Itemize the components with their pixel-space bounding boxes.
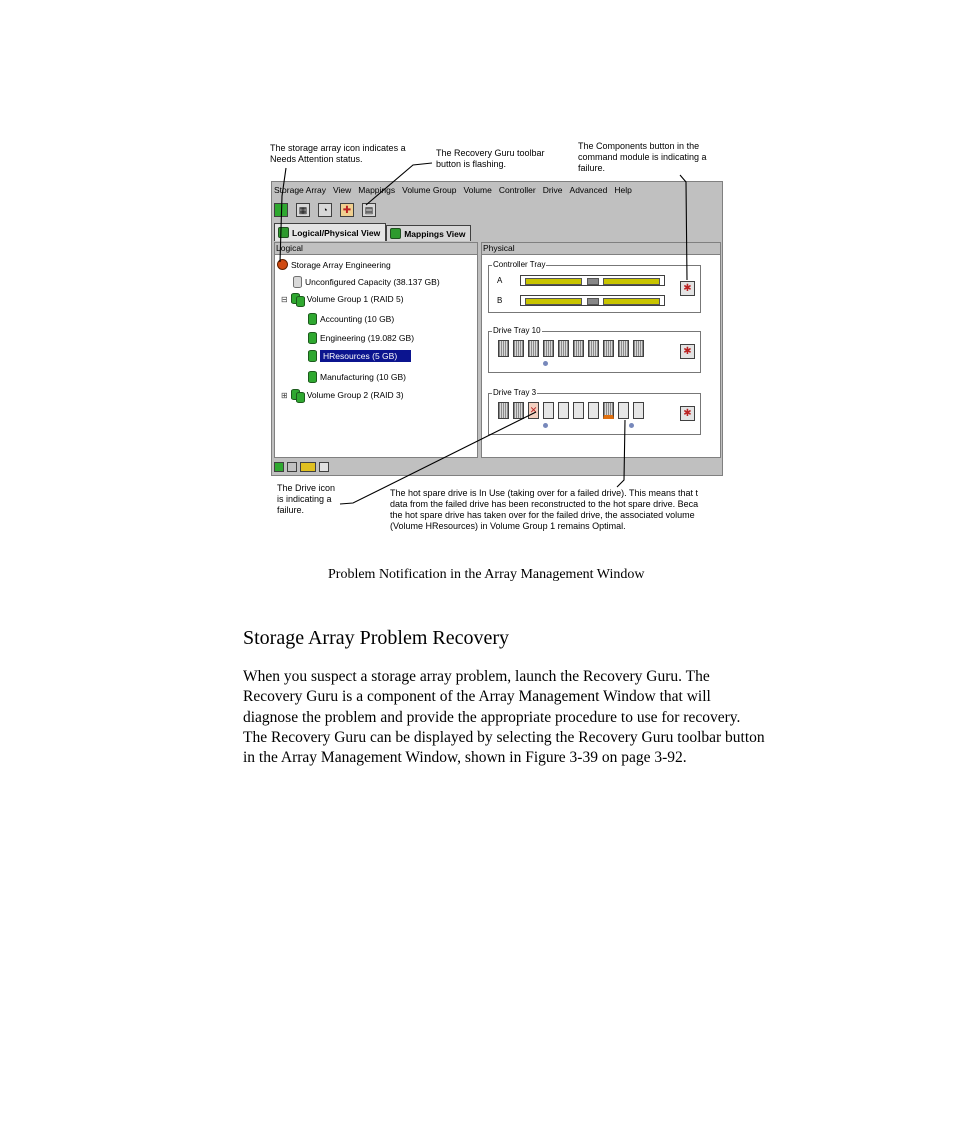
failed-drive-icon[interactable]: ✕ xyxy=(528,402,539,419)
tab-mappings[interactable]: Mappings View xyxy=(386,225,471,241)
view-tabs xyxy=(274,225,471,241)
volume-icon xyxy=(308,332,317,344)
drive-slot[interactable] xyxy=(528,340,539,357)
drive-slot[interactable] xyxy=(498,340,509,357)
drive-slot[interactable] xyxy=(633,340,644,357)
menu-help[interactable]: Help xyxy=(614,185,632,195)
drive-row xyxy=(498,340,644,357)
drive-indicator xyxy=(543,361,548,366)
needs-attention-icon xyxy=(277,259,288,270)
drive-slot[interactable] xyxy=(588,340,599,357)
collapse-icon[interactable]: ⊟ xyxy=(281,294,288,304)
callout-recovery-guru: The Recovery Guru toolbar button is flashing. xyxy=(436,148,545,169)
mappings-view-icon xyxy=(390,228,401,239)
figure-caption: Problem Notification in the Array Management Window xyxy=(328,567,645,582)
grid-icon[interactable]: ▦ xyxy=(296,203,310,217)
tree-item-volume-group-1[interactable]: ⊟ Volume Group 1 (RAID 5) xyxy=(281,293,404,305)
menu-bar xyxy=(274,185,632,197)
menu-volume[interactable]: Volume xyxy=(463,185,492,195)
physical-pane xyxy=(481,242,721,458)
drive-tray-10: Drive Tray 10 ✱ xyxy=(488,331,701,373)
callout-drive-icon: The Drive icon is indicating a failure. xyxy=(277,483,336,515)
tree-item-engineering[interactable]: Engineering (19.082 GB) xyxy=(308,332,414,344)
controller-tray: Controller Tray A B ✱ xyxy=(488,265,701,313)
menu-mappings[interactable]: Mappings xyxy=(358,185,396,195)
drive-tray-3: Drive Tray 3 ✕ ✱ xyxy=(488,393,701,435)
physical-pane-title: Physical xyxy=(482,243,720,255)
logical-pane-title: Logical xyxy=(275,243,477,255)
drive-slot[interactable] xyxy=(588,402,599,419)
drive-slot[interactable] xyxy=(513,402,524,419)
drive-slot[interactable] xyxy=(603,340,614,357)
menu-drive[interactable]: Drive xyxy=(542,185,563,195)
tree-item-volume-group-2[interactable]: ⊞ Volume Group 2 (RAID 3) xyxy=(281,389,404,401)
components-button[interactable]: ✱ xyxy=(680,281,695,296)
drive-slot[interactable] xyxy=(618,340,629,357)
drive-slot[interactable] xyxy=(558,402,569,419)
controller-a[interactable] xyxy=(520,275,665,286)
drive-slot[interactable] xyxy=(498,402,509,419)
callout-hot-spare: The hot spare drive is In Use (taking over for a failed drive). This means that t data from the failed drive has been reconstructed to the hot spare drive. Beca the hot spare drive has taken over for the failed drive, the associated volume (Volume HResources) in Volume Group 1 remains Optimal. xyxy=(390,488,699,531)
tree-item-unconfigured[interactable]: Unconfigured Capacity (38.137 GB) xyxy=(293,276,440,288)
tree-item-accounting[interactable]: Accounting (10 GB) xyxy=(308,313,394,325)
expand-icon[interactable]: ⊞ xyxy=(281,390,288,400)
menu-volume-group[interactable]: Volume Group xyxy=(402,185,457,195)
toolbar xyxy=(274,203,376,217)
menu-view[interactable]: View xyxy=(332,185,352,195)
logical-view-icon xyxy=(278,227,289,238)
volume-icon xyxy=(308,371,317,383)
drive-slot[interactable] xyxy=(573,340,584,357)
volume-icon xyxy=(308,350,317,362)
callout-array-icon: The storage array icon indicates a Needs Attention status. xyxy=(270,143,406,164)
menu-advanced[interactable]: Advanced xyxy=(569,185,608,195)
status-icon xyxy=(319,462,329,472)
menu-storage-array[interactable]: Storage Array xyxy=(274,185,326,195)
status-icon xyxy=(274,462,284,472)
tree-item-storage-array[interactable]: Storage Array Engineering xyxy=(277,259,391,270)
drive-indicator xyxy=(629,423,634,428)
drive-slot[interactable] xyxy=(513,340,524,357)
array-status-button[interactable] xyxy=(274,203,288,217)
drive-slot[interactable] xyxy=(543,340,554,357)
section-heading: Storage Array Problem Recovery xyxy=(243,627,510,649)
status-bar xyxy=(274,461,720,473)
drive-slot[interactable] xyxy=(633,402,644,419)
tree-item-manufacturing[interactable]: Manufacturing (10 GB) xyxy=(308,371,406,383)
status-icon xyxy=(287,462,297,472)
body-paragraph: When you suspect a storage array problem, launch the Recovery Guru. The Recovery Guru is a component of the Array Management Window that will diagnose the problem and provide the appropriate procedure to use for recovery. The Recovery Guru can be displayed by selecting the Recovery Guru toolbar button in the Array Management Window, shown in Figure 3-39 on page 3-92. xyxy=(243,668,765,767)
clock-icon[interactable]: ◔ xyxy=(318,203,332,217)
drive-indicator xyxy=(543,423,548,428)
volume-icon xyxy=(308,313,317,325)
volume-group-icon xyxy=(291,293,304,305)
volume-group-icon xyxy=(291,389,304,401)
menu-controller[interactable]: Controller xyxy=(498,185,536,195)
callout-components: The Components button in the command module is indicating a failure. xyxy=(578,141,707,173)
drive-slot[interactable] xyxy=(618,402,629,419)
array-management-window xyxy=(271,181,723,476)
tab-logical-physical[interactable]: Logical/Physical View xyxy=(274,223,386,241)
tray-components-button[interactable]: ✱ xyxy=(680,406,695,421)
status-icon xyxy=(300,462,316,472)
capacity-icon xyxy=(293,276,302,288)
tray-components-button[interactable]: ✱ xyxy=(680,344,695,359)
hot-spare-drive-icon[interactable] xyxy=(603,402,614,419)
drive-slot[interactable] xyxy=(558,340,569,357)
recovery-guru-icon[interactable]: ✚ xyxy=(340,203,354,217)
drive-slot[interactable] xyxy=(543,402,554,419)
tree-item-hresources[interactable]: HResources (5 GB) xyxy=(308,350,411,362)
module-icon[interactable]: ▤ xyxy=(362,203,376,217)
logical-pane xyxy=(274,242,478,458)
drive-row xyxy=(498,402,644,419)
drive-slot[interactable] xyxy=(573,402,584,419)
controller-b[interactable] xyxy=(520,295,665,306)
